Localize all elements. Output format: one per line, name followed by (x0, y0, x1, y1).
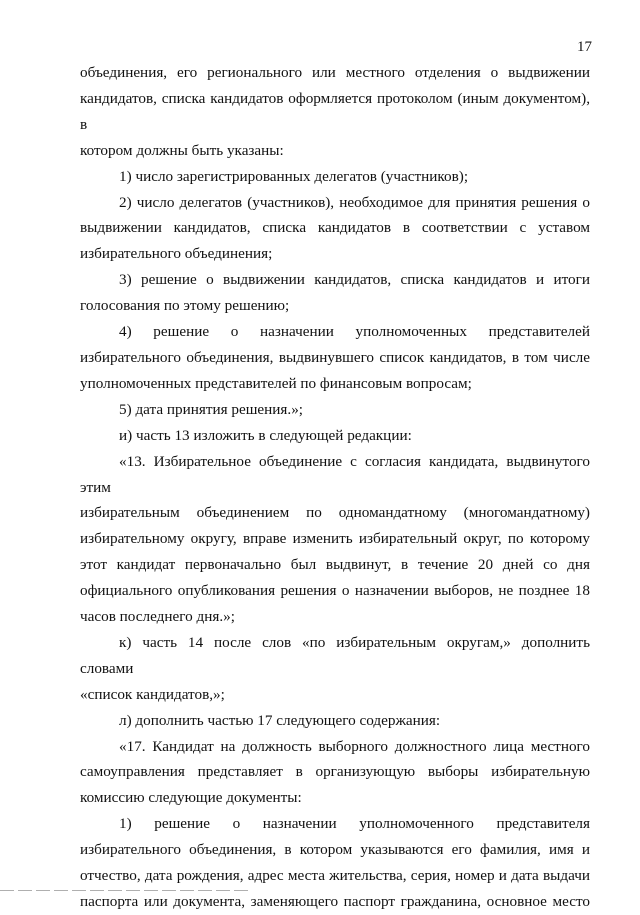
text-line: голосования по этому решению; (80, 297, 290, 315)
paragraph (80, 319, 590, 397)
text-line: 2) число делегатов (участников), необходимое для принятия решения о (119, 193, 590, 211)
paragraph (80, 630, 590, 708)
text-line: часов последнего дня.»; (80, 608, 235, 626)
text-line: и) часть 13 изложить в следующей редакции: (119, 426, 412, 444)
text-line: самоуправления представляет в организующую выборы избирательную (80, 763, 590, 781)
text-line: 3) решение о выдвижении кандидатов, списка кандидатов и итоги (119, 271, 590, 289)
paragraph (80, 397, 590, 423)
text-line: 5) дата принятия решения.»; (119, 400, 304, 418)
text-line: 1) решение о назначении уполномоченного представителя (119, 815, 590, 833)
text-line: отчество, дата рождения, адрес места жительства, серия, номер и дата выдачи (80, 867, 590, 885)
scan-artifact-line (0, 890, 250, 891)
text-line: «17. Кандидат на должность выборного должностного лица местного (119, 737, 590, 755)
paragraph (80, 734, 590, 812)
paragraph (80, 267, 590, 319)
paragraph (80, 449, 590, 630)
page-number: 17 (577, 39, 592, 55)
text-line: к) часть 14 после слов «по избирательным округам,» дополнить словами (80, 633, 590, 677)
text-line: л) дополнить частью 17 следующего содержания: (119, 711, 441, 729)
text-line: «список кандидатов,»; (80, 685, 225, 703)
text-line: официального опубликования решения о назначении выборов, не позднее 18 (80, 582, 590, 600)
text-line: избирательного объединения, выдвинувшего список кандидатов, в том числе (80, 348, 590, 366)
text-line: 4) решение о назначении уполномоченных представителей (119, 323, 590, 341)
text-line: избирательному округу, вправе изменить избирательный округ, по которому (80, 530, 590, 548)
paragraph (80, 190, 590, 268)
paragraph (80, 164, 590, 190)
text-line: 1) число зарегистрированных делегатов (участников); (119, 167, 469, 185)
text-line: выдвижении кандидатов, списка кандидатов в соответствии с уставом (80, 219, 590, 237)
text-line: избирательного объединения; (80, 245, 273, 263)
text-line: комиссию следующие документы: (80, 789, 302, 807)
text-line: уполномоченных представителей по финансовым вопросам; (80, 374, 472, 392)
text-line: избирательного объединения, в котором указываются его фамилия, имя и (80, 841, 590, 859)
text-line: котором должны быть указаны: (80, 141, 284, 159)
text-line: «13. Избирательное объединение с согласия кандидата, выдвинутого этим (80, 452, 590, 496)
text-line: избирательным объединением по одномандатному (многомандатному) (80, 504, 590, 522)
text-line: кандидатов, списка кандидатов оформляется протоколом (иным документом), в (80, 89, 590, 133)
text-line: этот кандидат первоначально был выдвинут, в течение 20 дней со дня (80, 556, 590, 574)
paragraph (80, 60, 590, 164)
paragraph (80, 811, 590, 915)
text-line: объединения, его регионального или местного отделения о выдвижении (80, 64, 590, 81)
paragraph (80, 423, 590, 449)
paragraph (80, 708, 590, 734)
text-line: паспорта или документа, заменяющего паспорт гражданина, основное место (80, 893, 590, 910)
document-body (80, 60, 590, 915)
